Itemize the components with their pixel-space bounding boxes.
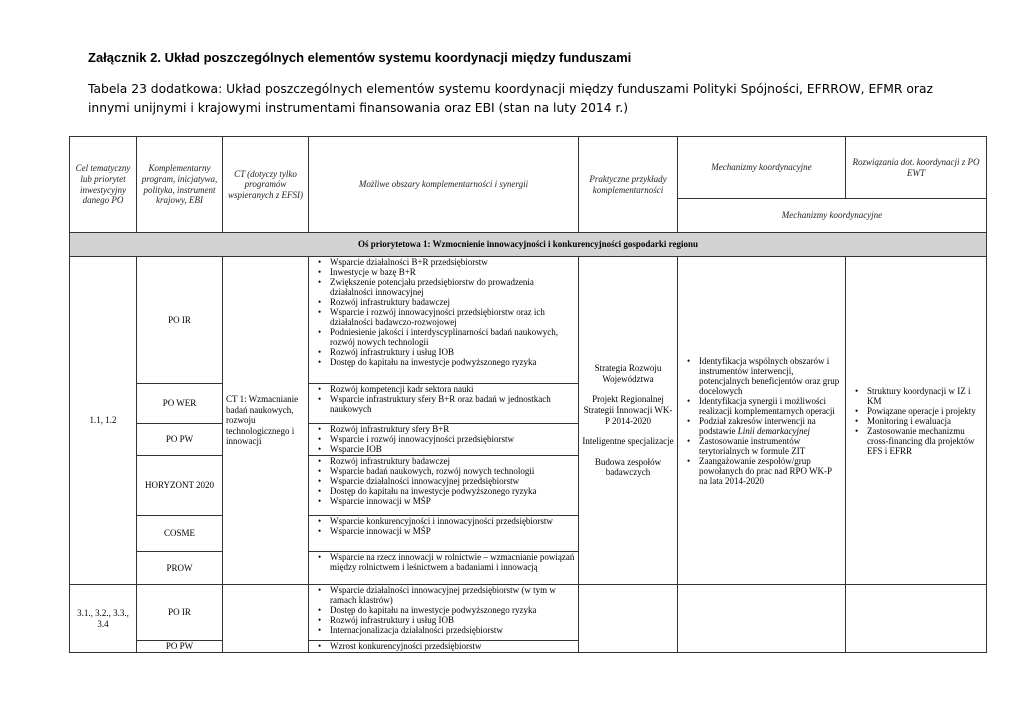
mechanism-text: Podział zakresów interwencji na podstawie [699,415,816,436]
list-item: • Monitoring i ewaluacja [867,416,983,426]
header-ct: CT (dotyczy tylko programów wspieranych z EFSI) [223,137,309,233]
list-item: • Struktury koordynacji w IZ i KM [867,386,983,406]
header-program: Komplementarny program, inicjatywa, polityka, instrument krajowy, EBI [137,137,223,233]
areas-cell [309,257,579,384]
header-mechanisms: Mechanizmy koordynacyjne [678,137,846,199]
list-item: • Wsparcie badań naukowych, rozwój nowych technologii [330,466,575,476]
list-item: • Wsparcie działalności innowacyjnej przedsiębiorstw [330,476,575,486]
list-item: • Powiązane operacje i projekty [867,406,983,416]
areas-cell [309,384,579,424]
list-item: • Dostęp do kapitału na inwestycje podwyższonego ryzyka [330,605,575,615]
list-item: • Zaangażowanie zespołów/grup powołanych do prac nad RPO WK-P na lata 2014-2020 [699,456,842,486]
goal-cell: 1.1, 1.2 [70,257,137,585]
areas-cell [309,516,579,552]
ct-cell [223,585,309,653]
mechanism-italic-text: Linii demarkacyjnej [737,425,810,436]
list-item: • Wsparcie innowacji w MŚP [330,496,575,506]
attachment-heading: Załącznik 2. Układ poszczególnych elementów systemu koordynacji między funduszami [88,50,632,65]
list-item [699,416,842,436]
program-cell: PO WER [137,384,223,424]
areas-cell [309,552,579,585]
mechanisms-cell [678,257,846,585]
ewt-cell [846,585,987,653]
list-item: • Dostęp do kapitału na inwestycje podwyższonego ryzyka [330,357,575,367]
list-item: • Wsparcie działalności B+R przedsiębiorstw [330,257,575,267]
list-item: • Wsparcie innowacji w MŚP [330,526,575,536]
list-item: • Rozwój infrastruktury i usług IOB [330,347,575,357]
table-caption: Tabela 23 dodatkowa: Układ poszczególnych elementów systemu koordynacji między funduszami Polityki Spójności, EFRROW, EFMR oraz innymi unijnymi i krajowymi instrumentami finansowania oraz EBI (stan na luty 2014 r.) [88,82,933,115]
program-cell: PO IR [137,257,223,384]
program-cell: COSME [137,516,223,552]
list-item: • Wsparcie na rzecz innowacji w rolnictwie – wzmacnianie powiązań między rolnictwem i leśnictwem a badaniami i innowacją [330,552,575,572]
example-text: Projekt Regionalnej Strategii Innowacji WK-P 2014-2020 [583,394,673,426]
program-cell: HORYZONT 2020 [137,456,223,516]
areas-cell [309,585,579,641]
areas-cell [309,424,579,456]
list-item: • Zastosowanie instrumentów terytorialnych w formule ZIT [699,436,842,456]
example-text: Budowa zespołów badawczych [594,456,662,478]
list-item: • Wsparcie IOB [330,444,575,454]
goal-cell: 3.1., 3.2., 3.3., 3.4 [70,585,137,653]
list-item: • Dostęp do kapitału na inwestycje podwyższonego ryzyka [330,486,575,496]
coordination-table [69,136,987,653]
header-areas: Możliwe obszary komplementarności i synergii [309,137,579,233]
list-item: • Internacjonalizacja działalności przedsiębiorstw [330,625,575,635]
header-ewt: Rozwiązania dot. koordynacji z PO EWT [846,137,987,199]
list-item: • Podniesienie jakości i interdyscyplinarności badań naukowych, rozwój nowych technologii [330,327,575,347]
list-item: • Zwiększenie potencjału przedsiębiorstw do prowadzenia działalności innowacyjnej [330,277,575,297]
list-item: • Wsparcie konkurencyjności i innowacyjności przedsiębiorstw [330,516,575,526]
example-text: Strategia Rozwoju Województwa [594,363,662,384]
list-item: • Zastosowanie mechanizmu cross-financing dla projektów EFS i EFRR [867,426,983,456]
list-item: • Rozwój infrastruktury badawczej [330,456,575,466]
list-item: • Rozwój kompetencji kadr sektora nauki [330,384,575,394]
mechanisms-cell [678,585,846,653]
list-item: • Wzrost konkurencyjności przedsiębiorstw [330,641,575,651]
program-cell: PO PW [137,641,223,653]
program-cell: PO IR [137,585,223,641]
list-item: • Identyfikacja wspólnych obszarów i instrumentów interwencji, potencjalnych beneficjentów oraz grup docelowych [699,356,842,396]
list-item: • Rozwój infrastruktury sfery B+R [330,424,575,434]
example-text: Inteligentne specjalizacje [582,436,674,447]
header-mechanisms-merged: Mechanizmy koordynacyjne [678,199,987,233]
list-item: • Wsparcie i rozwój innowacyjności przedsiębiorstw oraz ich działalności badawczo-rozwojowej [330,307,575,327]
list-item: • Rozwój infrastruktury i usług IOB [330,615,575,625]
list-item: • Rozwój infrastruktury badawczej [330,297,575,307]
priority-axis-row: Oś priorytetowa 1: Wzmocnienie innowacyjności i konkurencyjności gospodarki regionu [70,233,987,257]
ct-cell: CT 1: Wzmacnianie badań naukowych, rozwoju technologicznego i innowacji [223,257,309,585]
list-item: • Identyfikacja synergii i możliwości realizacji komplementarnych operacji [699,396,842,416]
ewt-cell [846,257,987,585]
header-examples: Praktyczne przykłady komplementarności [579,137,678,233]
header-goal: Cel tematyczny lub priorytet inwestycyjny danego PO [70,137,137,233]
list-item: • Inwestycje w bazę B+R [330,267,575,277]
examples-cell [579,585,678,653]
areas-cell [309,641,579,653]
areas-cell [309,456,579,516]
list-item: • Wsparcie działalności innowacyjnej przedsiębiorstw (w tym w ramach klastrów) [330,585,575,605]
list-item: • Wsparcie i rozwój innowacyjności przedsiębiorstw [330,434,575,444]
program-cell: PO PW [137,424,223,456]
examples-cell [579,257,678,585]
program-cell: PROW [137,552,223,585]
list-item: • Wsparcie infrastruktury sfery B+R oraz badań w jednostkach naukowych [330,394,575,414]
